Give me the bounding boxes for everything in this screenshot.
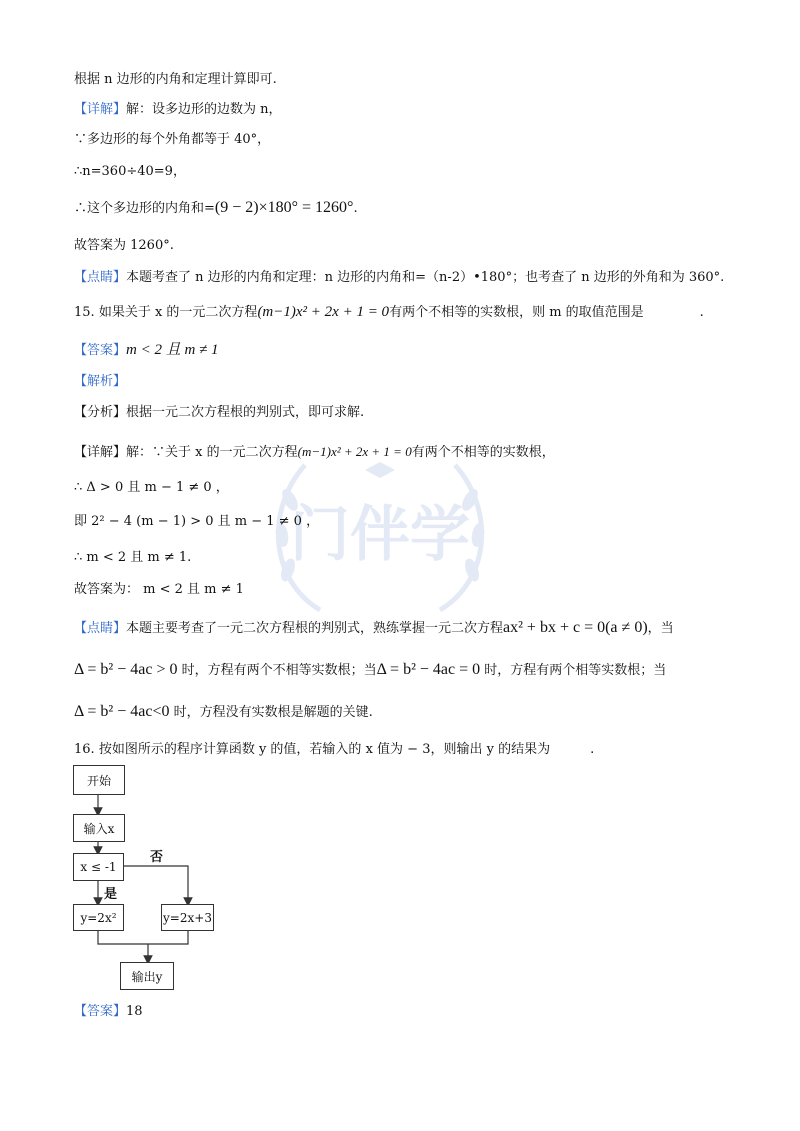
flowchart-input: 输入x <box>73 814 125 842</box>
comment-15-text-b: ，当 <box>647 621 674 636</box>
detail-text: 解：设多边形的边数为 n， <box>126 102 282 117</box>
flowchart-no-branch: y=2x+3 <box>161 904 214 931</box>
flowchart-output: 输出y <box>120 962 174 990</box>
comment-15-text-c: 时，方程有两个不相等实数根；当 <box>181 663 377 678</box>
step-1: ∴ Δ > 0 且 m − 1 ≠ 0 ， <box>74 480 229 495</box>
tag-answer-16: 【答案】 <box>74 1004 127 1019</box>
detail-15-text-b: 有两个不相等的实数根， <box>411 445 555 460</box>
comment-15-text-a: 本题主要考查了一元二次方程根的判别式，熟练掌握一元二次方程 <box>126 621 504 636</box>
answer-16-value: 18 <box>126 1004 143 1019</box>
line-detail-3: ∴n=360÷40=9， <box>74 164 186 179</box>
flowchart-no-label: 否 <box>150 850 164 865</box>
line-method-hint: 根据 n 边形的内角和定理计算即可. <box>74 72 277 87</box>
answer-16 <box>74 1002 143 1022</box>
question-16-number: 16. <box>74 742 95 757</box>
detail-15-text-a: 解：∵关于 x 的一元二次方程 <box>126 445 298 460</box>
question-text-b: 有两个不相等的实数根，则 m 的取值范围是 <box>389 305 644 320</box>
detail-15-equation: (m−1)x² + 2x + 1 = 0 <box>297 444 412 459</box>
comment-15-equation: ax² + bx + c = 0(a ≠ 0) <box>503 619 648 636</box>
flowchart-yes-label: 是 <box>104 887 118 902</box>
question-16-text: 按如图所示的程序计算函数 y 的值，若输入的 x 值为 − 3，则输出 y 的结果为 <box>98 742 551 757</box>
line-detail-2: ∵多边形的每个外角都等于 40°， <box>74 132 271 147</box>
step-2: 即 2² − 4 (m − 1) > 0 且 m − 1 ≠ 0 ， <box>74 514 320 529</box>
question-equation: (m−1)x² + 2x + 1 = 0 <box>257 304 390 320</box>
question-number: 15. <box>74 305 95 320</box>
tag-detail: 【详解】 <box>74 102 127 117</box>
question-text-a: 如果关于 x 的一元二次方程 <box>98 305 258 320</box>
step-4: 故答案为： m < 2 且 m ≠ 1 <box>74 582 244 597</box>
tag-detail-15: 【详解】 <box>74 445 127 460</box>
watermark-text: 门伴学 <box>290 500 470 570</box>
tag-comment-15: 【点睛】 <box>74 621 127 636</box>
flowchart-start: 开始 <box>73 765 125 795</box>
answer-16-blank: . <box>590 742 595 757</box>
discriminant-zero: Δ = b² − 4ac = 0 <box>376 661 481 678</box>
period: . <box>353 201 358 216</box>
comment-text: 本题考查了 n 边形的内角和定理：n 边形的内角和=（n-2）•180°；也考查了 n 边形的外角和为 360°. <box>126 270 725 285</box>
comment-15-text-d: 时，方程有两个相等实数根；当 <box>484 663 667 678</box>
answer-value: m < 2 且 m ≠ 1 <box>126 342 219 358</box>
tag-comment: 【点睛】 <box>74 270 127 285</box>
fenxi-text: 根据一元二次方程根的判别式，即可求解. <box>126 405 365 420</box>
tag-answer: 【答案】 <box>74 343 127 358</box>
tag-fenxi: 【分析】 <box>74 405 127 420</box>
answer-blank: . <box>699 305 704 320</box>
discriminant-negative: Δ = b² − 4ac<0 <box>74 703 170 720</box>
comment-15-text-e: 时，方程没有实数根是解题的关键. <box>173 705 373 720</box>
flowchart-condition: x ≤ -1 <box>73 853 124 881</box>
step-3: ∴ m < 2 且 m ≠ 1. <box>74 550 192 565</box>
interior-sum-math: (9 − 2)×180° = 1260° <box>214 199 354 216</box>
interior-sum-text: ∴这个多边形的内角和= <box>74 201 215 216</box>
tag-analysis: 【解析】 <box>74 374 127 389</box>
flowchart-yes-branch: y=2x² <box>73 904 124 931</box>
line-answer-14: 故答案为 1260°. <box>74 238 174 253</box>
discriminant-positive: Δ = b² − 4ac > 0 <box>74 661 178 678</box>
